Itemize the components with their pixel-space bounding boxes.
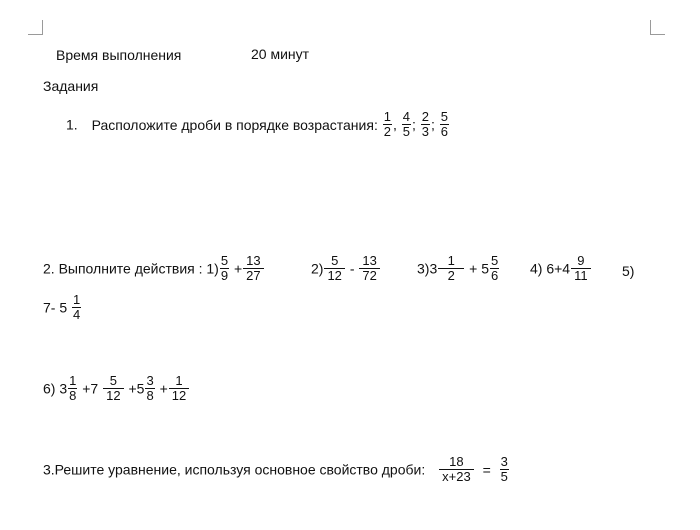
numerator: 5 bbox=[490, 253, 499, 268]
denominator: 6 bbox=[490, 268, 499, 283]
numerator: 2 bbox=[421, 109, 429, 124]
problem-2 bbox=[311, 254, 381, 283]
fraction-5-6 bbox=[440, 110, 449, 139]
fraction-3-8 bbox=[145, 374, 154, 403]
fraction-5-12 bbox=[103, 374, 123, 403]
separator: ; bbox=[411, 116, 416, 133]
denominator: 27 bbox=[243, 268, 263, 283]
operator: + 5 bbox=[469, 260, 489, 277]
operator: +5 bbox=[128, 380, 145, 397]
operator: +7 bbox=[82, 380, 99, 397]
fraction-1-8 bbox=[68, 374, 77, 403]
denominator: 11 bbox=[571, 268, 591, 283]
equation-lhs bbox=[439, 455, 474, 484]
denominator: 12 bbox=[324, 268, 344, 283]
denominator: 12 bbox=[169, 388, 189, 403]
fraction-1-2 bbox=[383, 110, 392, 139]
numerator: 4 bbox=[402, 109, 410, 124]
equals-sign: = bbox=[482, 461, 491, 478]
numerator: 1 bbox=[73, 292, 81, 307]
denominator: 4 bbox=[73, 307, 81, 322]
numerator: 5 bbox=[331, 253, 339, 268]
problem-3-label: 3)3 bbox=[417, 260, 438, 277]
numerator: 18 bbox=[449, 454, 464, 469]
fraction-1-2 bbox=[438, 254, 464, 283]
task-1 bbox=[66, 110, 450, 139]
numerator: 5 bbox=[220, 253, 229, 268]
denominator: 6 bbox=[440, 124, 449, 139]
numerator: 3 bbox=[500, 454, 508, 469]
numerator: 5 bbox=[440, 109, 449, 124]
problem-6-label: 6) 3 bbox=[43, 380, 68, 397]
denominator: x+23 bbox=[439, 469, 474, 484]
numerator: 1 bbox=[175, 373, 183, 388]
numerator: 3 bbox=[146, 373, 154, 388]
problem-5-label: 5) bbox=[622, 263, 635, 279]
task-1-text: Расположите дроби в порядке возрастания: bbox=[91, 116, 378, 133]
fraction-9-11 bbox=[571, 254, 591, 283]
corner-mark-top-left bbox=[28, 20, 43, 35]
fraction-13-27 bbox=[243, 254, 263, 283]
task-3-text: 3.Решите уравнение, используя основное свойство дроби: bbox=[43, 461, 426, 478]
separator: ; bbox=[431, 116, 435, 133]
numerator: 1 bbox=[69, 373, 77, 388]
separator: , bbox=[392, 116, 397, 133]
denominator: 5 bbox=[402, 124, 410, 139]
operator: - bbox=[349, 260, 355, 277]
fraction-13-72 bbox=[359, 254, 379, 283]
numerator: 5 bbox=[109, 373, 117, 388]
task-2 bbox=[43, 254, 265, 283]
denominator: 3 bbox=[421, 124, 429, 139]
denominator: 9 bbox=[220, 268, 229, 283]
denominator: 2 bbox=[383, 124, 391, 139]
problem-5 bbox=[43, 293, 82, 322]
fraction-5-12 bbox=[324, 254, 344, 283]
time-value: 20 минут bbox=[251, 46, 310, 62]
time-label: Время выполнения bbox=[56, 47, 182, 63]
problem-2-label: 2) bbox=[311, 260, 324, 277]
operator: + bbox=[159, 380, 168, 397]
fraction-4-5 bbox=[402, 110, 411, 139]
denominator: 2 bbox=[438, 268, 464, 283]
problem-5-expression: 7- 5 bbox=[43, 299, 68, 316]
task-2-number: 2. bbox=[43, 260, 55, 277]
fraction-1-12 bbox=[169, 374, 189, 403]
problem-4 bbox=[530, 254, 592, 283]
operator: + bbox=[233, 260, 243, 277]
numerator: 1 bbox=[447, 253, 455, 268]
task-2-text: Выполните действия : 1) bbox=[58, 260, 219, 277]
denominator: 5 bbox=[500, 469, 508, 484]
denominator: 72 bbox=[359, 268, 379, 283]
denominator: 8 bbox=[69, 388, 77, 403]
numerator: 1 bbox=[383, 109, 391, 124]
equation-rhs bbox=[500, 455, 509, 484]
task-1-number: 1. bbox=[66, 116, 78, 133]
corner-mark-top-right bbox=[650, 20, 665, 35]
fraction-2-3 bbox=[421, 110, 430, 139]
numerator: 9 bbox=[577, 253, 585, 268]
numerator: 13 bbox=[362, 253, 377, 268]
fraction-1-4 bbox=[72, 293, 81, 322]
problem-6 bbox=[43, 374, 190, 403]
denominator: 12 bbox=[103, 388, 123, 403]
fraction-5-6 bbox=[490, 254, 499, 283]
numerator: 13 bbox=[246, 253, 261, 268]
denominator: 8 bbox=[146, 388, 154, 403]
fraction-5-9 bbox=[220, 254, 229, 283]
problem-4-label: 4) 6+4 bbox=[530, 260, 571, 277]
tasks-title: Задания bbox=[43, 78, 99, 94]
task-3 bbox=[43, 455, 510, 484]
problem-3 bbox=[417, 254, 500, 283]
